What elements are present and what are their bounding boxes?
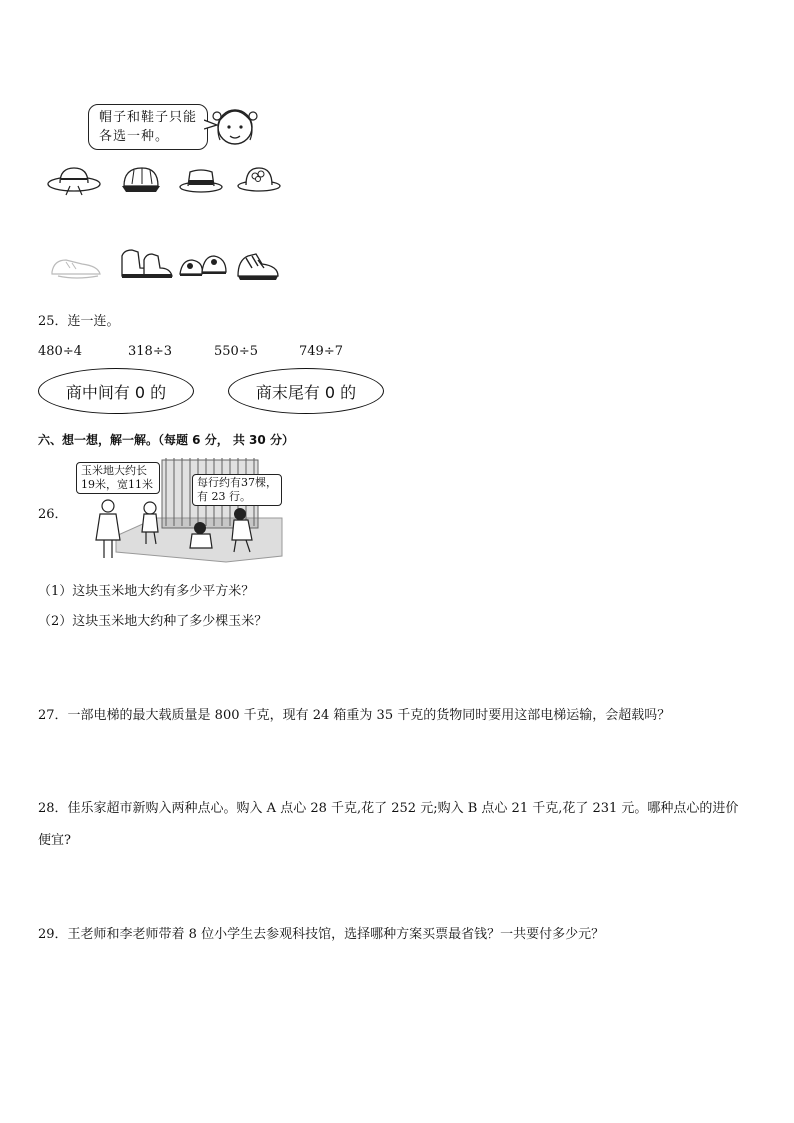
q26-bubble-left-line1: 玉米地大约长 xyxy=(81,464,147,477)
q28-text-line2: 便宜? xyxy=(38,833,71,848)
q25-oval-middle-zero xyxy=(38,368,194,414)
q26-number: 26． xyxy=(38,507,68,522)
q25-expression-3: 550÷5 xyxy=(214,344,258,359)
baseball-cap-icon xyxy=(118,164,164,196)
q26-sub-question-2: （2）这块玉米地大约种了多少棵玉米？ xyxy=(38,614,268,629)
q26-bubble-left xyxy=(76,462,160,494)
q26-bubble-left-line2: 19米，宽11米 xyxy=(81,478,153,491)
q28-text-line1: 28．佳乐家超市新购入两种点心。购入 A 点心 28 千克,花了 252 元;购入 B 点心 21 千克,花了 231 元。哪种点心的进价 xyxy=(38,801,739,816)
speech-bubble xyxy=(88,104,208,150)
q26-bubble-right-line2: 有 23 行。 xyxy=(197,490,251,503)
q25-title: 25．连一连。 xyxy=(38,314,120,329)
q25-expression-4: 749÷7 xyxy=(299,344,343,359)
speech-bubble-line1: 帽子和鞋子只能 xyxy=(99,110,198,125)
sandal-icon xyxy=(176,248,230,280)
fedora-hat-icon xyxy=(178,166,224,194)
q26-sub-question-1: （1）这块玉米地大约有多少平方米？ xyxy=(38,584,255,599)
q25-oval-end-zero-label: 商末尾有 0 的 xyxy=(255,382,357,402)
q27-text: 27．一部电梯的最大载质量是 800 千克，现有 24 箱重为 35 千克的货物同时要用这部电梯运输，会超载吗？ xyxy=(38,708,671,723)
section6-heading: 六、想一想，解一解。（每题 6 分， 共 30 分） xyxy=(38,433,294,447)
q25-expression-1: 480÷4 xyxy=(38,344,82,359)
girl-face-icon xyxy=(212,100,258,154)
q26-bubble-right xyxy=(192,474,282,506)
q29-text: 29．王老师和李老师带着 8 位小学生去参观科技馆，选择哪种方案买票最省钱？一共要付多少元？ xyxy=(38,927,605,942)
boot-icon xyxy=(116,246,174,282)
sun-hat-icon xyxy=(46,164,102,196)
q25-oval-end-zero xyxy=(228,368,384,414)
speech-bubble-line2: 各选一种。 xyxy=(99,129,170,144)
q26-bubble-right-line1: 每行约有37棵， xyxy=(197,476,277,489)
q25-expression-2: 318÷3 xyxy=(128,344,172,359)
sneaker-icon xyxy=(48,252,104,280)
flower-hat-icon xyxy=(236,164,282,194)
sport-shoe-icon xyxy=(234,246,282,282)
q25-oval-middle-zero-label: 商中间有 0 的 xyxy=(65,382,167,402)
